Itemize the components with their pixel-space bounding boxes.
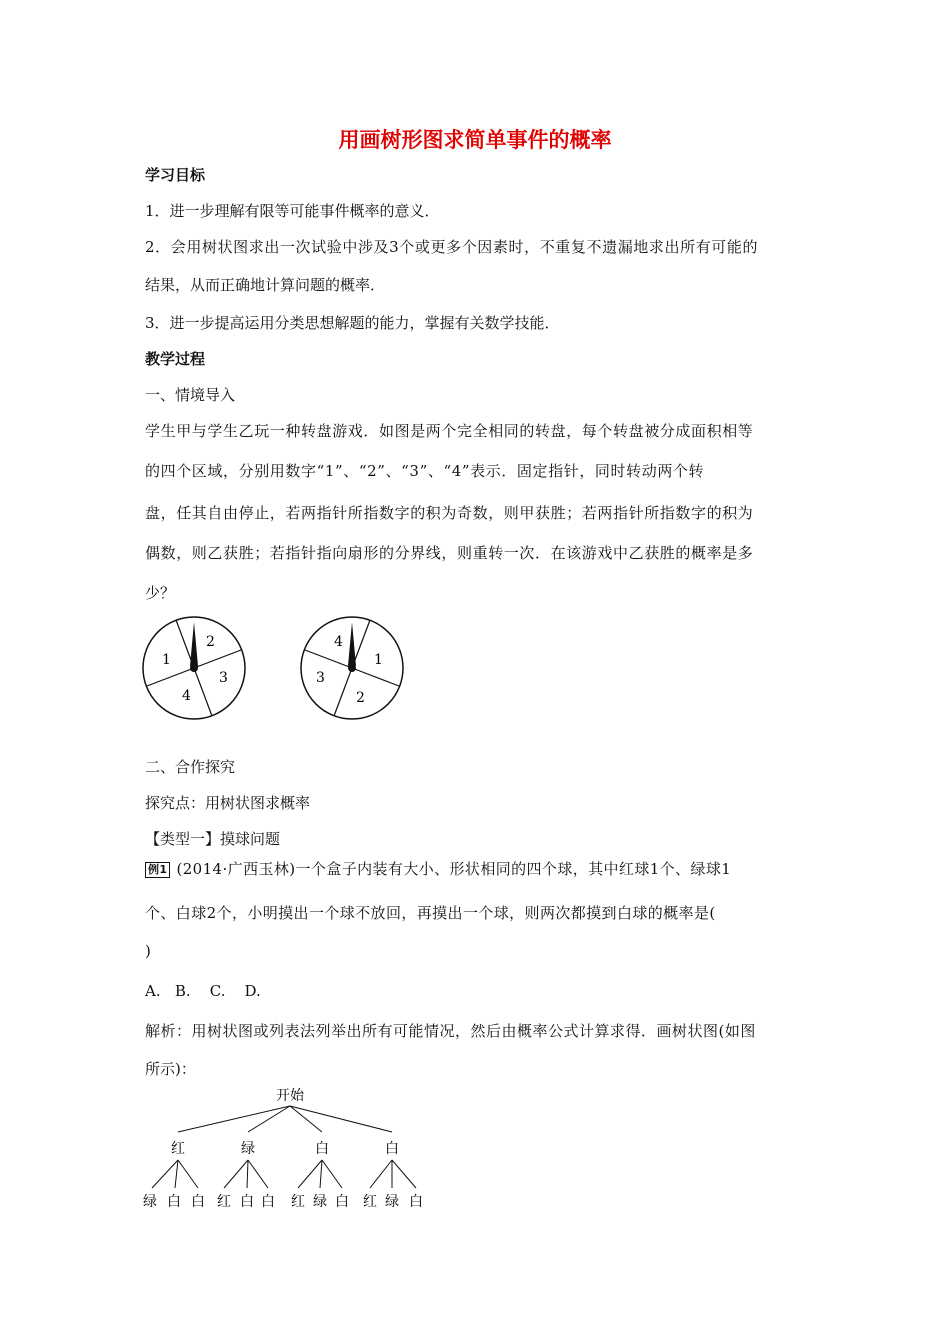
example-badge: 例1 [145, 862, 170, 878]
spinner-2-label: 3 [316, 670, 325, 686]
explore-point: 探究点：用树状图求概率 [145, 794, 311, 812]
spinner-2-label: 2 [356, 690, 365, 706]
tree-leaf: 红 [217, 1194, 231, 1210]
tree-diagram [130, 1080, 450, 1220]
example-line-2: 个、白球2个，小明摸出一个球不放回，再摸出一个球，则两次都摸到白球的概率是( [145, 904, 716, 922]
intro-line-5: 少？ [145, 584, 176, 602]
tree-leaf: 红 [291, 1194, 305, 1210]
objective-1: 1．进一步理解有限等可能事件概率的意义． [145, 202, 440, 220]
tree-leaf: 白 [240, 1194, 254, 1210]
spinner-1 [140, 614, 250, 724]
analysis-line-1: 解析：用树状图或列表法列举出所有可能情况，然后由概率公式计算求得．画树状图(如图 [145, 1022, 756, 1040]
spinner-2-label: 1 [374, 652, 383, 668]
example-line-3: ) [145, 942, 151, 960]
tree-leaf: 白 [409, 1194, 423, 1210]
tree-leaf: 绿 [385, 1194, 399, 1210]
spinner-2-label: 4 [334, 634, 343, 650]
tree-root: 开始 [276, 1088, 304, 1104]
tree-level1-node: 白 [385, 1141, 399, 1157]
objective-2: 2．会用树状图求出一次试验中涉及3个或更多个因素时，不重复不遗漏地求出所有可能的 [145, 238, 759, 256]
page-title: 用画树形图求简单事件的概率 [338, 128, 612, 152]
section-2-heading: 二、合作探究 [145, 758, 236, 776]
tree-level1-node: 绿 [241, 1141, 255, 1157]
spinner-1-label: 4 [182, 688, 191, 704]
tree-leaf: 红 [363, 1194, 377, 1210]
intro-line-4: 偶数，则乙获胜；若指针指向扇形的分界线，则重转一次．在该游戏中乙获胜的概率是多 [145, 544, 754, 562]
objective-2-cont: 结果，从而正确地计算问题的概率． [145, 276, 386, 294]
tree-leaf: 绿 [143, 1194, 157, 1210]
spinner-1-label: 3 [219, 670, 228, 686]
example-text-1: (2014·广西玉林)一个盒子内装有大小、形状相同的四个球，其中红球1个、绿球1 [176, 860, 732, 878]
objectives-heading: 学习目标 [145, 166, 206, 184]
analysis-line-2: 所示)： [145, 1060, 196, 1078]
example-line-1 [145, 858, 731, 879]
objective-3: 3．进一步提高运用分类思想解题的能力，掌握有关数学技能． [145, 314, 560, 332]
spinner-1-label: 1 [162, 652, 171, 668]
spinner-1-label: 2 [206, 634, 215, 650]
tree-leaf: 白 [167, 1194, 181, 1210]
answer-options: A. B. C. D. [145, 982, 261, 1000]
tree-leaf: 白 [261, 1194, 275, 1210]
intro-line-3: 盘，任其自由停止，若两指针所指数字的积为奇数，则甲获胜；若两指针所指数字的积为 [145, 504, 754, 522]
tree-leaf: 绿 [313, 1194, 327, 1210]
tree-level1-node: 白 [315, 1141, 329, 1157]
intro-line-2: 的四个区域，分别用数字“1”、“2”、“3”、“4”表示．固定指针，同时转动两个转 [145, 462, 705, 480]
section-1-heading: 一、情境导入 [145, 386, 236, 404]
tree-level1-node: 红 [171, 1141, 185, 1157]
tree-leaf: 白 [335, 1194, 349, 1210]
tree-leaf: 白 [191, 1194, 205, 1210]
type-1-heading: 【类型一】摸球问题 [145, 830, 281, 848]
intro-line-1: 学生甲与学生乙玩一种转盘游戏．如图是两个完全相同的转盘，每个转盘被分成面积相等 [145, 422, 754, 440]
process-heading: 教学过程 [145, 350, 206, 368]
spinner-2 [298, 614, 408, 724]
